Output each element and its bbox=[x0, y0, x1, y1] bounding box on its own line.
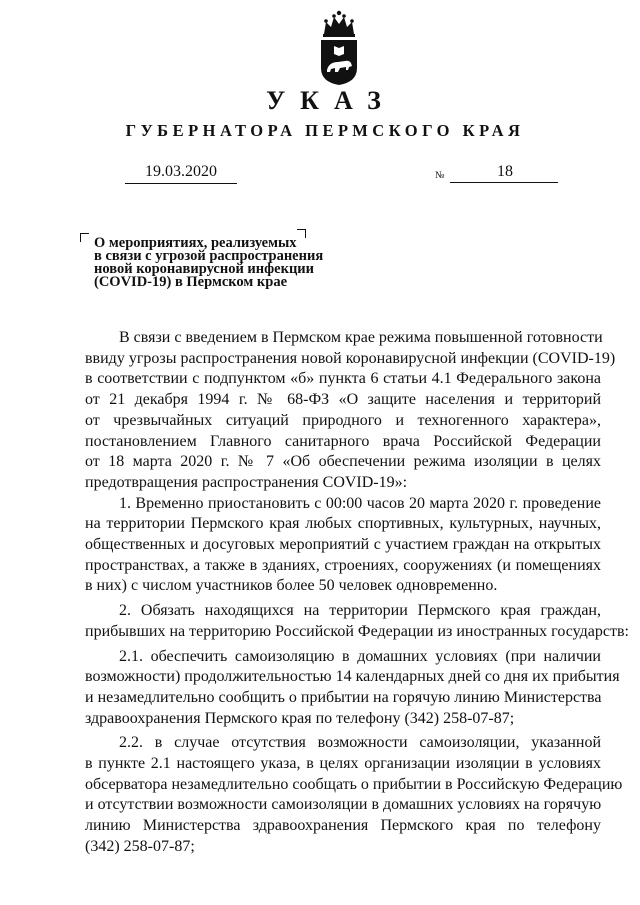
perm-coat-of-arms-icon bbox=[318, 10, 360, 86]
document-body bbox=[85, 328, 629, 858]
text-line: 1. Временно приостановить с 00:00 часов 20 марта 2020 г. проведение bbox=[119, 494, 601, 512]
text-line: 2.1. обеспечить самоизоляцию в домашних условиях (при наличии bbox=[119, 647, 601, 665]
text-line: и незамедлительно сообщить о прибытии на горячую линию Министерства bbox=[85, 688, 602, 706]
text-line: от 18 марта 2020 г. № 7 «Об обеспечении режима изоляции в целях bbox=[85, 453, 601, 471]
text-line: постановлением Главного санитарного врача Российской Федерации bbox=[85, 432, 601, 450]
text-line: общественных и досуговых мероприятий с участием граждан на открытых bbox=[85, 536, 601, 554]
number-sign: № bbox=[435, 170, 445, 181]
text-line: на территории Пермского края любых спортивных, культурных, научных, bbox=[85, 515, 601, 533]
text-line: линию Министерства здравоохранения Пермского края по телефону bbox=[85, 817, 601, 835]
text-line: в пункте 2.1 настоящего указа, в целях организации изоляции в условиях bbox=[85, 755, 601, 773]
document-date: 19.03.2020 bbox=[145, 163, 217, 180]
text-line: от 21 декабря 1994 г. № 68-ФЗ «О защите населения и территорий bbox=[85, 391, 601, 409]
heading-line: новой коронавирусной инфекции bbox=[94, 261, 315, 277]
text-line: здравоохранения Пермского края по телефону (342) 258-07-87; bbox=[85, 709, 515, 727]
paragraph-item-2-2 bbox=[85, 733, 623, 857]
text-line: пространствах, а также в зданиях, строениях, сооружениях (и помещениях bbox=[85, 556, 601, 574]
text-line: возможности) продолжительностью 14 календарных дней со дня их прибытия bbox=[85, 668, 620, 686]
text-line: предотвращения распространения COVID-19»: bbox=[85, 473, 408, 491]
heading-line: в связи с угрозой распространения bbox=[94, 248, 324, 264]
number-underline bbox=[450, 182, 558, 183]
paragraph-item-2-1 bbox=[85, 647, 620, 730]
text-line: 2. Обязать находящихся на территории Пермского края граждан, bbox=[119, 602, 601, 620]
text-line: обсерватора незамедлительно сообщать о прибытии в Российскую Федерацию bbox=[85, 775, 623, 793]
paragraph-item-2 bbox=[85, 601, 629, 642]
date-underline bbox=[125, 183, 237, 184]
heading-line: (COVID-19) в Пермском крае bbox=[94, 274, 288, 290]
document-subtitle: ГУБЕРНАТОРА ПЕРМСКОГО КРАЯ bbox=[125, 121, 525, 140]
document-title: УКАЗ bbox=[266, 86, 396, 115]
text-line: в них) с числом участников более 50 человек одновременно. bbox=[85, 577, 498, 595]
heading-line: О мероприятиях, реализуемых bbox=[94, 235, 297, 251]
document-heading bbox=[94, 237, 354, 289]
document-number: 18 bbox=[497, 163, 513, 180]
text-line: от чрезвычайных ситуаций природного и техногенного характера», bbox=[85, 411, 601, 429]
paragraph-item-1 bbox=[85, 494, 601, 598]
paragraph-preamble bbox=[85, 328, 616, 494]
text-line: (342) 258-07-87; bbox=[85, 837, 195, 855]
text-line: прибывших на территорию Российской Федерации из иностранных государств: bbox=[85, 622, 629, 640]
text-line: 2.2. в случае отсутствия возможности самоизоляции, указанной bbox=[119, 734, 601, 752]
text-line: в соответствии с подпунктом «б» пункта 6 статьи 4.1 Федерального закона bbox=[85, 370, 601, 388]
text-line: и отсутствии возможности самоизоляции в домашних условиях на горячую bbox=[85, 796, 602, 814]
text-line: ввиду угрозы распространения новой коронавирусной инфекции (COVID-19) bbox=[85, 349, 616, 367]
text-line: В связи с введением в Пермском крае режима повышенной готовности bbox=[119, 329, 603, 346]
heading-corner-mark-left bbox=[80, 233, 89, 242]
